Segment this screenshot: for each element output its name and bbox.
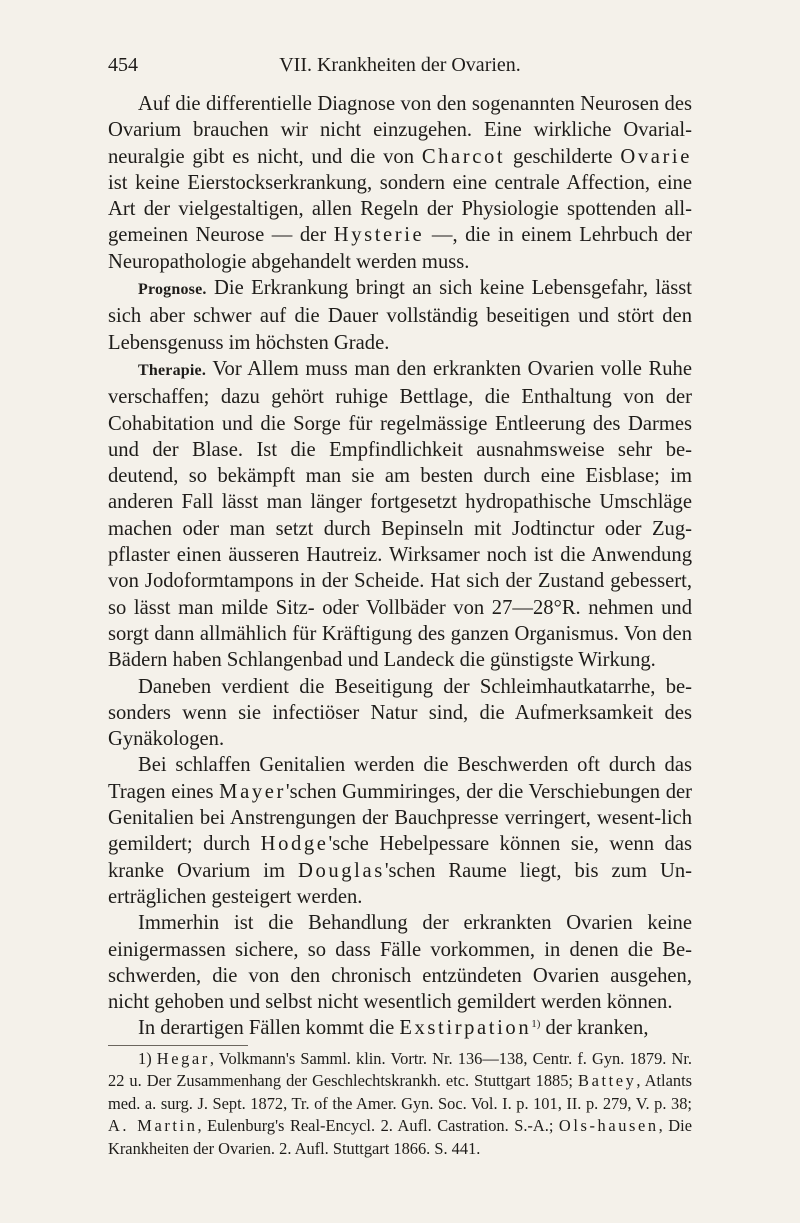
- footnote-rule: [108, 1045, 248, 1046]
- body-text: [108, 91, 692, 1042]
- text-run: Die Erkrankung bringt an sich keine Lebensgefahr, lässt sich aber schwer auf die Dauer vollständig beseitigen und stört den Lebensgenuss im höchsten Grade.: [108, 277, 692, 354]
- author-name-charcot: Charcot: [421, 145, 506, 168]
- paragraph-behandlung: Immerhin ist die Behandlung der erkrankten Ovarien keine einigermassen sichere, so dass Fälle vorkommen, in denen die Be-schwerden, die von den chronisch entzündeten Ovarien ausgehen, nicht gehoben und selbst nicht wesentlich gemildert werden können.: [108, 912, 692, 1014]
- term-ovarie: Ovarie: [620, 145, 692, 168]
- text-run: der kranken,: [540, 1017, 649, 1040]
- text-run: , Volkmann's Samml. klin. Vortr. Nr. 136—138, Centr. f. Gyn. 1879. Nr. 22 u. Der Zusammenhang der Geschlechtskrankh. etc. Stuttgart 1885;: [108, 1048, 692, 1091]
- text-run: 'schen Gummiringes, der die Verschiebungen der Genitalien bei Anstrengungen der Bauchpresse verringert, wesent-lich gemildert; durch: [108, 780, 692, 856]
- text-run: Auf die differentielle Diagnose von den sogenannten Neurosen des Ovarium brauchen wir nicht einzugehen. Eine wirkliche Ovarial-neuralgie gibt es nicht, und die von: [108, 93, 692, 168]
- paragraph-genitalien: [108, 752, 692, 910]
- text-run: , Atlants med. a. surg. J. Sept. 1872, Tr. of the Amer. Gyn. Soc. Vol. I. p. 101, II. p. 279, V. p. 38;: [108, 1071, 693, 1113]
- text-run: In derartigen Fällen kommt die: [138, 1017, 400, 1040]
- text-run: , Die Krankheiten der Ovarien. 2. Aufl. Stuttgart 1866. S. 441.: [108, 1116, 692, 1158]
- footnotes: [108, 1048, 692, 1161]
- paragraph-exstirpation: [108, 1015, 692, 1041]
- author-name-martin: A. Martin: [108, 1116, 198, 1136]
- text-run: Bei schlaffen Genitalien werden die Beschwerden oft durch das Tragen eines: [108, 754, 692, 803]
- term-exstirpation: Exstirpation: [399, 1017, 532, 1040]
- book-page: [108, 54, 692, 1160]
- author-name-mayer: Mayer: [219, 780, 286, 803]
- text-run: geschilderte: [505, 145, 621, 168]
- paragraph-prognose: [108, 275, 692, 356]
- footnote-marker: 1): [138, 1048, 157, 1068]
- term-hysterie: Hysterie: [333, 224, 425, 247]
- author-name-hodge: Hodge: [260, 833, 329, 856]
- text-run: 'schen Raume liegt, bis zum Un-erträglichen gesteigert werden.: [108, 859, 692, 908]
- runin-heading-prognose: Prognose.: [138, 281, 207, 299]
- paragraph-therapie: [108, 356, 692, 674]
- author-name-douglas: Douglas: [297, 859, 385, 882]
- text-run: 'sche Hebelpessare können sie, wenn das kranke Ovarium im: [108, 833, 692, 882]
- author-name-battey: Battey: [578, 1071, 637, 1091]
- paragraph-diagnose: [108, 91, 692, 275]
- text-run: ist keine Eierstockserkrankung, sondern eine centrale Affection, eine Art der vielgestaltigen, allen Regeln der Physiologie spottenden all-gemeinen Neurose — der: [108, 171, 692, 247]
- page-number: 454: [108, 54, 138, 76]
- paragraph-schleimhaut: Daneben verdient die Beseitigung der Schleimhautkatarrhe, be-sonders wenn sie infectiöser Natur sind, die Aufmerksamkeit des Gynäkologen.: [108, 675, 692, 751]
- author-name-olshausen: Ols-hausen: [558, 1116, 659, 1136]
- author-name-hegar: Hegar: [156, 1048, 210, 1068]
- running-header: [108, 54, 692, 82]
- text-run: Vor Allem muss man den erkrankten Ovarien volle Ruhe verschaffen; dazu gehört ruhige Bettlage, die Enthaltung von der Cohabitation und die Sorge für regelmässige Entleerung des Darmes und der Blase. Ist die Empfindlichkeit ausnahmsweise sehr be-deutend, so bekämpft man sie am besten durch eine Eisblase; im anderen Fall lässt man länger fortgesetzt hydropathische Umschläge machen oder man setzt durch Bepinseln mit Jodtinctur oder Zug-pflaster einen äusseren Hautreiz. Wirksamer noch ist die Anwendung von Jodoformtampons in der Scheide. Hat sich der Zustand gebessert, so lässt man milde Sitz- oder Vollbäder von 27—28°R. nehmen und sorgt dann allmählich für Kräftigung des ganzen Organismus. Von den Bädern haben Schlangenbad und Landeck die günstigste Wirkung.: [108, 357, 692, 672]
- runin-heading-therapie: Therapie.: [138, 361, 207, 379]
- footnote-1: [108, 1048, 692, 1161]
- footnote-reference: 1): [531, 1018, 541, 1031]
- running-title: VII. Krankheiten der Ovarien.: [279, 54, 521, 76]
- text-run: , Eulenburg's Real-Encycl. 2. Aufl. Castration. S.-A.;: [197, 1116, 559, 1136]
- text-run: —, die in einem Lehrbuch der Neuropathologie abgehandelt werden muss.: [108, 224, 692, 273]
